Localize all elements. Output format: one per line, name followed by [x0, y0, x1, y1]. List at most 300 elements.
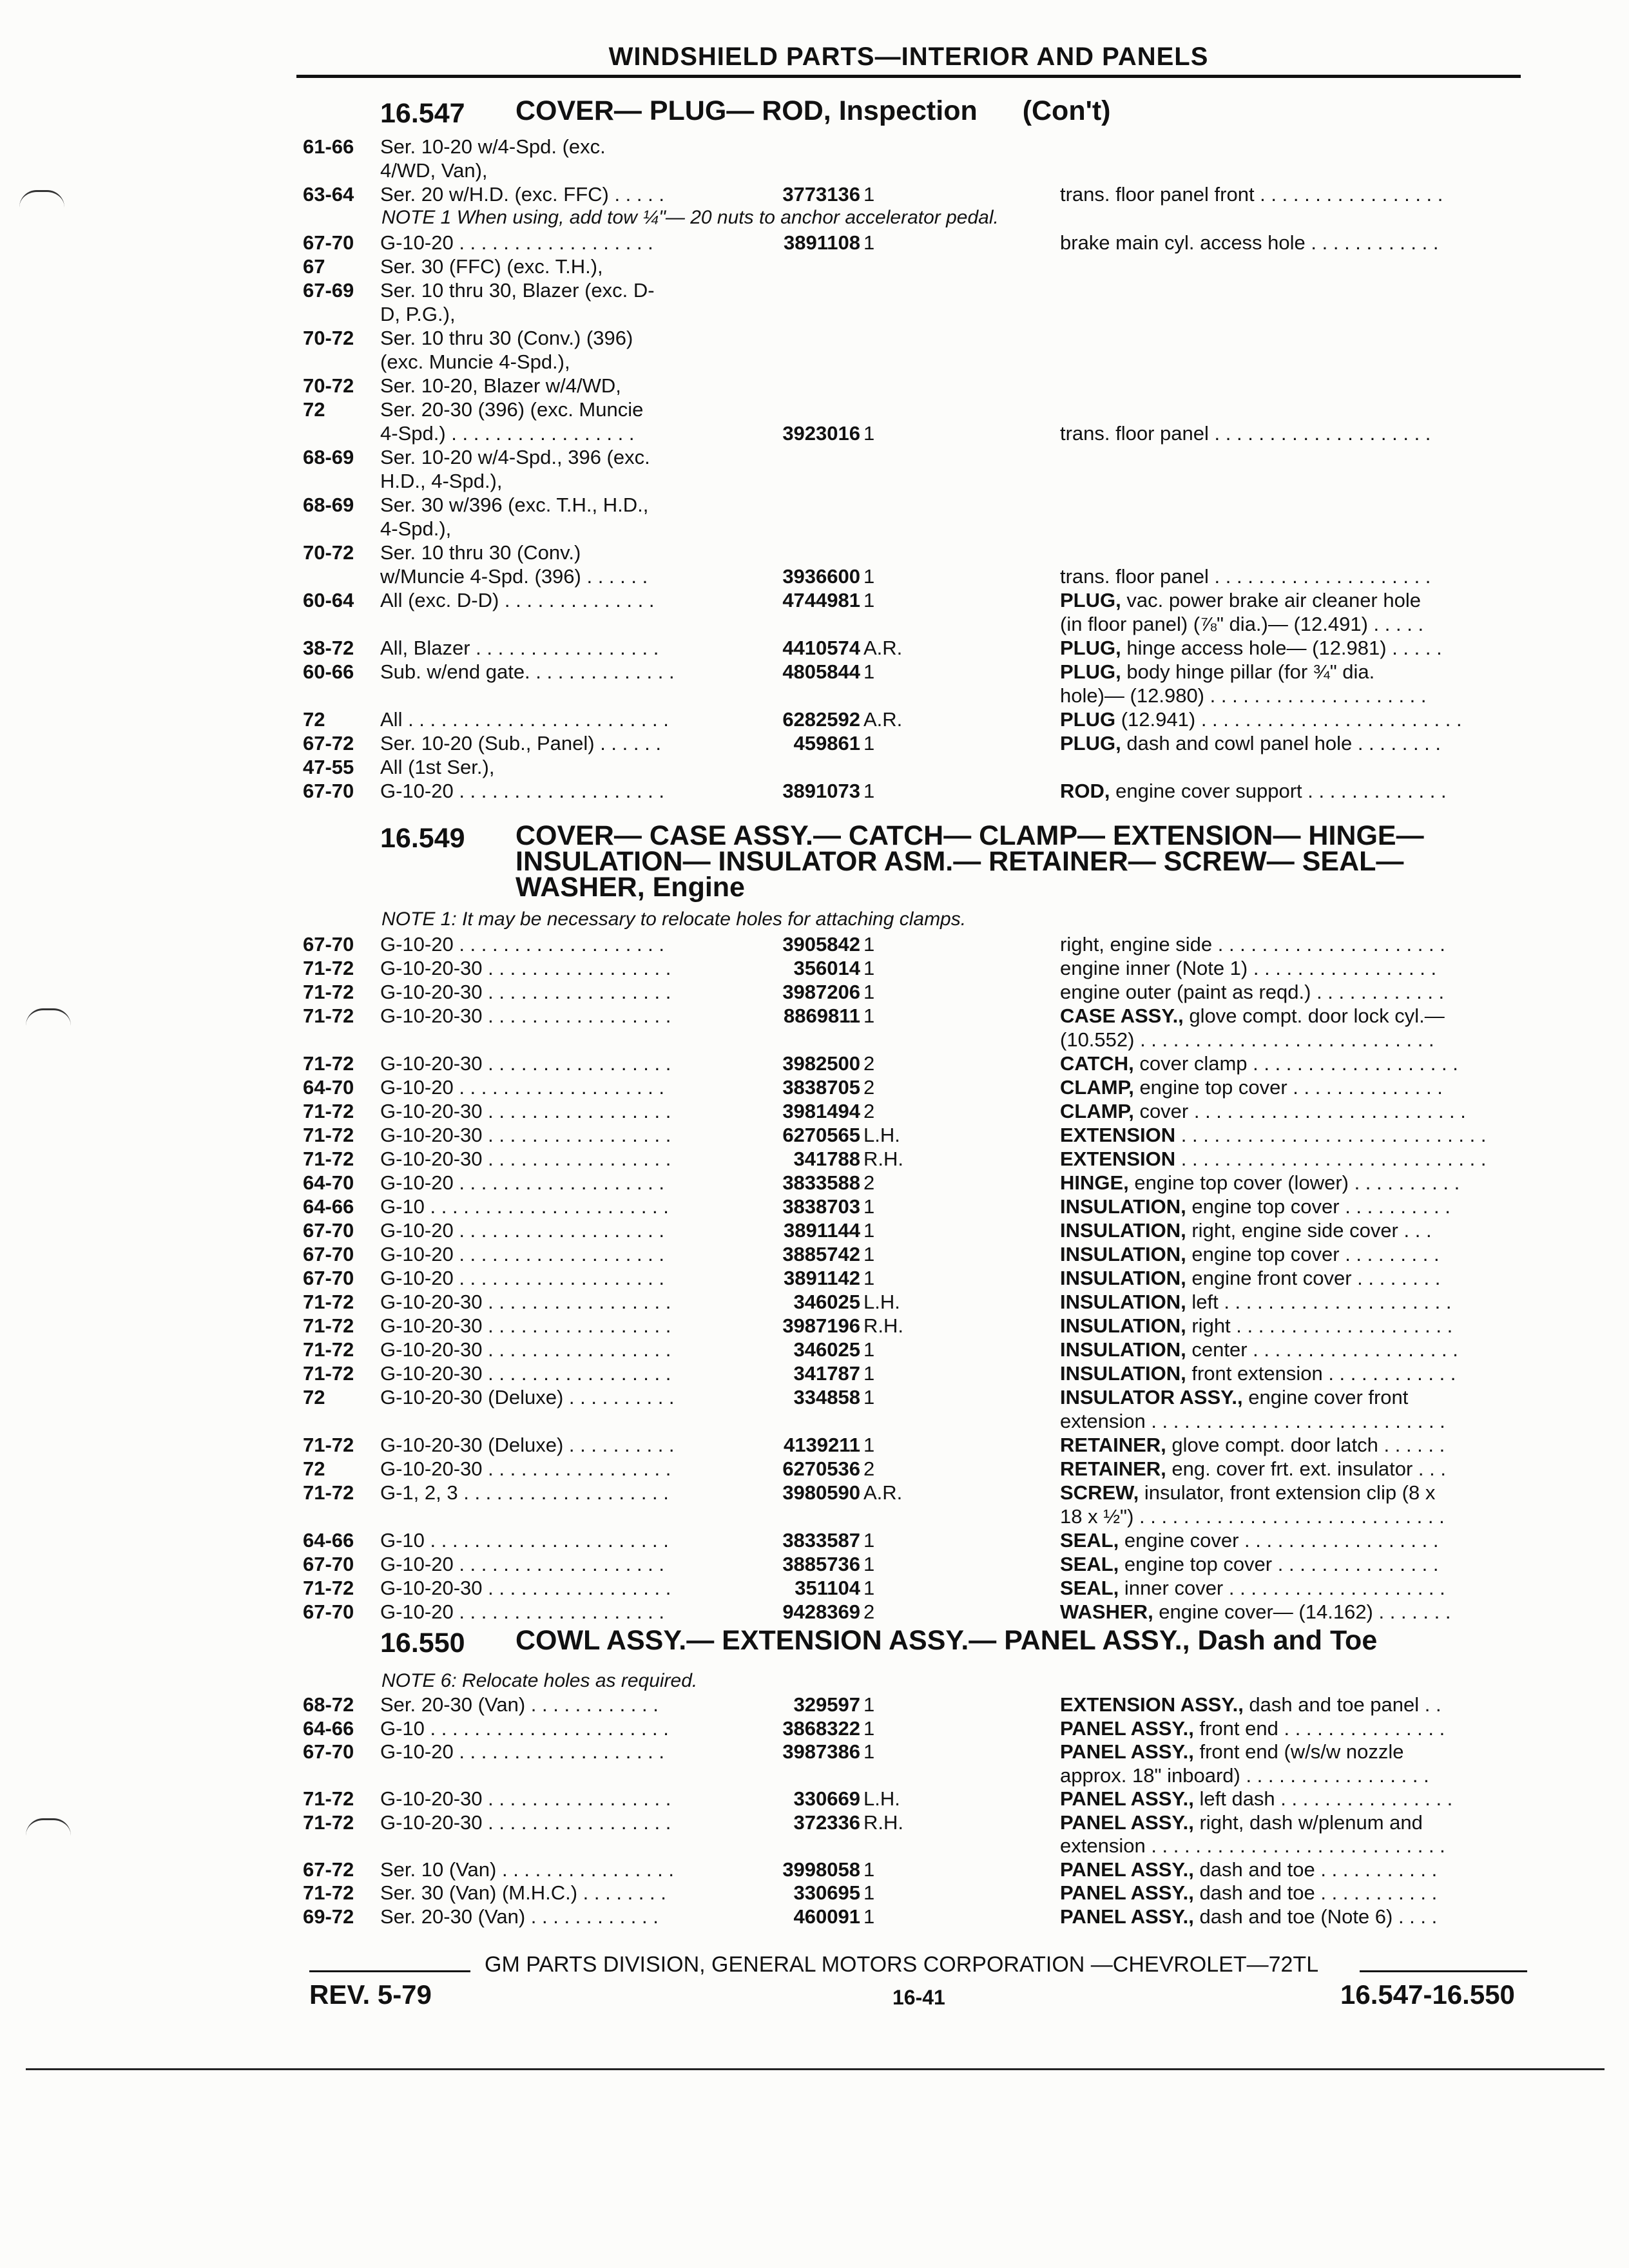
description-text: dash and toe panel . . — [1243, 1693, 1441, 1716]
parts-row — [0, 957, 1547, 980]
part-number: 4410574 — [782, 637, 860, 659]
application: All . . . . . . . . . . . . . . . . . . . . . . . . — [380, 708, 669, 731]
model-years: 64-66 — [303, 1195, 354, 1218]
model-years: 68-72 — [303, 1693, 354, 1716]
description-text: engine top cover . . . . . . . . . . . . . . . — [1119, 1553, 1439, 1575]
parts-row — [0, 541, 1547, 564]
description — [1060, 780, 1530, 803]
model-years: 64-70 — [303, 1076, 354, 1099]
description — [1060, 1481, 1530, 1504]
description-keyword: PLUG, — [1060, 637, 1121, 659]
application: (exc. Muncie 4-Spd.), — [380, 351, 570, 373]
description — [1060, 1267, 1530, 1290]
parts-row — [0, 1553, 1547, 1576]
parts-row — [0, 159, 1547, 182]
description-keyword: PANEL ASSY., — [1060, 1811, 1194, 1834]
section-title: COWL ASSY.— EXTENSION ASSY.— PANEL ASSY., Dash and Toe — [516, 1625, 1378, 1656]
parts-row — [0, 1834, 1547, 1858]
description-keyword: EXTENSION — [1060, 1148, 1176, 1170]
model-years: 61-66 — [303, 135, 354, 158]
parts-row — [0, 933, 1547, 956]
quantity: A.R. — [863, 708, 903, 731]
quantity: 1 — [863, 1740, 875, 1763]
description — [1060, 613, 1530, 636]
application: G-10-20 . . . . . . . . . . . . . . . . . . . — [380, 1243, 665, 1265]
part-number: 3891108 — [784, 231, 860, 254]
parts-row — [0, 708, 1547, 731]
parts-row — [0, 446, 1547, 469]
description — [1060, 933, 1530, 956]
description-keyword: CATCH, — [1060, 1052, 1134, 1075]
model-years: 71-72 — [303, 1100, 354, 1122]
section-note: NOTE 6: Relocate holes as required. — [381, 1670, 698, 1691]
section-note: NOTE 1 When using, add tow ¼"— 20 nuts to anchor accelerator pedal. — [381, 207, 999, 228]
description — [1060, 1195, 1530, 1218]
application: G-10 . . . . . . . . . . . . . . . . . . . . . . — [380, 1195, 669, 1218]
description — [1060, 1124, 1530, 1147]
description — [1060, 1577, 1530, 1600]
application: G-10-20-30 (Deluxe) . . . . . . . . . . — [380, 1386, 675, 1408]
description-text: hole)— (12.980) . . . . . . . . . . . . . . . . . . . . — [1060, 684, 1427, 707]
description-text: engine cover support . . . . . . . . . . . . . — [1110, 780, 1447, 802]
description-keyword: CASE ASSY., — [1060, 1004, 1184, 1027]
model-years: 67-70 — [303, 1267, 354, 1289]
part-number: 8869811 — [784, 1004, 860, 1027]
quantity: A.R. — [863, 637, 903, 659]
description — [1060, 231, 1530, 255]
model-years: 69-72 — [303, 1905, 354, 1928]
quantity: 1 — [863, 1267, 875, 1289]
description-keyword: PANEL ASSY., — [1060, 1716, 1194, 1740]
parts-row — [0, 1905, 1547, 1928]
section-title-text: COVER— PLUG— ROD, Inspection — [516, 95, 978, 126]
description-text: vac. power brake air cleaner hole — [1121, 589, 1421, 611]
description — [1060, 1148, 1530, 1171]
quantity: 1 — [863, 1386, 875, 1408]
description-text: trans. floor panel . . . . . . . . . . . . . . . . . . . . — [1060, 565, 1431, 588]
model-years: 72 — [303, 1457, 325, 1480]
description-text: inner cover . . . . . . . . . . . . . . . . . . . . — [1119, 1577, 1445, 1599]
description-keyword: INSULATION, — [1060, 1291, 1186, 1313]
part-number: 3833587 — [782, 1529, 860, 1552]
model-years: 67-70 — [303, 1600, 354, 1623]
part-number: 3885742 — [782, 1243, 860, 1265]
description-text: engine top cover . . . . . . . . . — [1186, 1243, 1440, 1265]
application: G-10-20 . . . . . . . . . . . . . . . . . . . — [380, 1076, 665, 1099]
description-keyword: PANEL ASSY., — [1060, 1881, 1194, 1904]
application: Sub. w/end gate. . . . . . . . . . . . . . — [380, 660, 675, 683]
application: w/Muncie 4-Spd. (396) . . . . . . — [380, 565, 648, 588]
parts-row — [0, 1076, 1547, 1099]
parts-row — [0, 1410, 1547, 1433]
parts-row — [0, 1171, 1547, 1195]
application: G-10-20-30 . . . . . . . . . . . . . . . . . — [380, 1052, 671, 1075]
description-keyword: SEAL, — [1060, 1529, 1119, 1552]
model-years: 67-70 — [303, 1219, 354, 1242]
quantity: 1 — [863, 589, 875, 611]
part-number: 3885736 — [782, 1553, 860, 1575]
description-keyword: INSULATION, — [1060, 1267, 1186, 1289]
parts-row — [0, 1362, 1547, 1385]
quantity: 1 — [863, 1693, 875, 1716]
model-years: 70-72 — [303, 541, 354, 564]
part-number: 3868322 — [782, 1716, 860, 1740]
parts-row — [0, 1004, 1547, 1028]
application: 4/WD, Van), — [380, 159, 488, 182]
description-keyword: CLAMP, — [1060, 1100, 1134, 1122]
model-years: 71-72 — [303, 1434, 354, 1456]
part-number: 3838703 — [782, 1195, 860, 1218]
section-note: NOTE 1: It may be necessary to relocate holes for attaching clamps. — [381, 908, 967, 930]
description-text: . . . . . . . . . . . . . . . . . . . . . . . . . . . . — [1175, 1148, 1487, 1170]
part-number: 3891144 — [784, 1219, 860, 1242]
description-text: front end (w/s/w nozzle — [1193, 1740, 1404, 1763]
application: G-10-20-30 . . . . . . . . . . . . . . . . . — [380, 1291, 671, 1313]
description-keyword: RETAINER, — [1060, 1434, 1166, 1456]
parts-row — [0, 1529, 1547, 1552]
application: 4-Spd.) . . . . . . . . . . . . . . . . . — [380, 422, 635, 445]
description — [1060, 1505, 1530, 1528]
quantity: 1 — [863, 1219, 875, 1242]
model-years: 38-72 — [303, 637, 354, 659]
bottom-rule — [26, 2068, 1605, 2070]
parts-row — [0, 1693, 1547, 1716]
quantity: A.R. — [863, 1481, 903, 1504]
description — [1060, 1858, 1530, 1881]
parts-row — [0, 517, 1547, 541]
description — [1060, 637, 1530, 660]
parts-row — [0, 327, 1547, 350]
parts-row — [0, 1100, 1547, 1123]
model-years: 67-69 — [303, 279, 354, 302]
application: Ser. 10-20 w/4-Spd. (exc. — [380, 135, 606, 158]
parts-row — [0, 660, 1547, 684]
description-keyword: PANEL ASSY., — [1060, 1787, 1194, 1810]
description-keyword: INSULATION, — [1060, 1195, 1186, 1218]
part-number: 9428369 — [782, 1600, 860, 1623]
description — [1060, 1740, 1530, 1763]
part-number: 372336 — [793, 1811, 860, 1834]
description — [1060, 1553, 1530, 1576]
application: G-10-20 . . . . . . . . . . . . . . . . . . . — [380, 1219, 665, 1242]
application: Ser. 10-20 (Sub., Panel) . . . . . . — [380, 732, 661, 754]
part-number: 3905842 — [782, 933, 860, 956]
description-text: dash and toe . . . . . . . . . . . — [1193, 1858, 1438, 1881]
description — [1060, 1529, 1530, 1552]
description — [1060, 1787, 1530, 1811]
parts-row — [0, 470, 1547, 493]
description — [1060, 1386, 1530, 1409]
section-continued-label: (Con't) — [1022, 95, 1111, 126]
quantity: 1 — [863, 981, 875, 1003]
model-years: 60-66 — [303, 660, 354, 683]
part-number: 4139211 — [784, 1434, 860, 1456]
model-years: 63-64 — [303, 183, 354, 206]
model-years: 70-72 — [303, 327, 354, 349]
parts-row — [0, 1577, 1547, 1600]
part-number: 6282592 — [782, 708, 860, 731]
model-years: 71-72 — [303, 1881, 354, 1904]
part-number: 356014 — [793, 957, 860, 979]
description — [1060, 1434, 1530, 1457]
application: G-10-20 . . . . . . . . . . . . . . . . . . . — [380, 1600, 665, 1623]
parts-row — [0, 1291, 1547, 1314]
description — [1060, 1004, 1530, 1028]
parts-row — [0, 494, 1547, 517]
description-text: front extension . . . . . . . . . . . . — [1186, 1362, 1456, 1385]
parts-row — [0, 1434, 1547, 1457]
description — [1060, 1076, 1530, 1099]
part-number: 3833588 — [782, 1171, 860, 1194]
part-number: 3923016 — [782, 422, 860, 445]
application: G-10-20 . . . . . . . . . . . . . . . . . . . — [380, 1171, 665, 1194]
application: G-10-20-30 . . . . . . . . . . . . . . . . . — [380, 1338, 671, 1361]
section-number: 16.550 — [380, 1628, 465, 1658]
quantity: 1 — [863, 1195, 875, 1218]
description-text: glove compt. door lock cyl.— — [1183, 1004, 1445, 1027]
model-years: 60-64 — [303, 589, 354, 611]
description-text: brake main cyl. access hole . . . . . . . . . . . . — [1060, 231, 1439, 254]
part-number: 341787 — [793, 1362, 860, 1385]
description — [1060, 1717, 1530, 1740]
part-number: 346025 — [793, 1291, 860, 1313]
part-number: 346025 — [793, 1338, 860, 1361]
description-keyword: INSULATION, — [1060, 1314, 1186, 1337]
application: Ser. 30 (FFC) (exc. T.H.), — [380, 255, 603, 278]
application: Ser. 20-30 (Van) . . . . . . . . . . . . — [380, 1693, 659, 1716]
description-text: center . . . . . . . . . . . . . . . . . . . — [1186, 1338, 1458, 1361]
parts-row — [0, 756, 1547, 779]
description — [1060, 684, 1530, 707]
description — [1060, 1028, 1530, 1052]
application: G-10-20-30 . . . . . . . . . . . . . . . . . — [380, 1457, 671, 1480]
part-number: 3981494 — [782, 1100, 860, 1122]
footer-division: GM PARTS DIVISION, GENERAL MOTORS CORPORATION —CHEVROLET—72TL — [485, 1952, 1319, 1977]
description-text: dash and toe (Note 6) . . . . — [1193, 1905, 1438, 1928]
model-years: 71-72 — [303, 1004, 354, 1027]
parts-row — [0, 1386, 1547, 1409]
description — [1060, 589, 1530, 612]
application: Ser. 20-30 (Van) . . . . . . . . . . . . — [380, 1905, 659, 1928]
parts-row — [0, 1764, 1547, 1787]
description-keyword: HINGE, — [1060, 1171, 1129, 1194]
description-keyword: ROD, — [1060, 780, 1110, 802]
parts-row — [0, 1787, 1547, 1811]
quantity: 1 — [863, 565, 875, 588]
description-keyword: INSULATION, — [1060, 1243, 1186, 1265]
description-keyword: INSULATION, — [1060, 1362, 1186, 1385]
quantity: L.H. — [863, 1124, 900, 1146]
application: Ser. 10 thru 30, Blazer (exc. D- — [380, 279, 655, 302]
application: Ser. 10 thru 30 (Conv.) (396) — [380, 327, 633, 349]
model-years: 67-70 — [303, 231, 354, 254]
application: G-1, 2, 3 . . . . . . . . . . . . . . . . . . . — [380, 1481, 669, 1504]
application: G-10-20-30 . . . . . . . . . . . . . . . . . — [380, 1124, 671, 1146]
application: G-10-20-30 . . . . . . . . . . . . . . . . . — [380, 1148, 671, 1170]
section-number: 16.549 — [380, 823, 465, 854]
parts-row — [0, 1052, 1547, 1075]
description — [1060, 1219, 1530, 1242]
description — [1060, 1881, 1530, 1905]
description-keyword: PLUG, — [1060, 660, 1121, 683]
section-title: COVER— CASE ASSY.— CATCH— CLAMP— EXTENSION— HINGE— INSULATION— INSULATOR ASM.— RETAINER— SCREW— SEAL— WASHER, Engine — [516, 820, 1424, 903]
description — [1060, 1052, 1530, 1075]
quantity: R.H. — [863, 1811, 903, 1834]
part-number: 3987206 — [782, 981, 860, 1003]
quantity: 1 — [863, 183, 875, 206]
application: Ser. 10-20, Blazer w/4/WD, — [380, 374, 621, 397]
model-years: 71-72 — [303, 1338, 354, 1361]
quantity: 1 — [863, 1716, 875, 1740]
description-text: . . . . . . . . . . . . . . . . . . . . . . . . . . . . — [1175, 1124, 1487, 1146]
description-keyword: PANEL ASSY., — [1060, 1905, 1194, 1928]
description — [1060, 1171, 1530, 1195]
part-number: 330695 — [793, 1881, 860, 1904]
part-number: 3838705 — [782, 1076, 860, 1099]
model-years: 71-72 — [303, 1787, 354, 1810]
quantity: 1 — [863, 1338, 875, 1361]
quantity: 1 — [863, 1577, 875, 1599]
quantity: 1 — [863, 422, 875, 445]
description — [1060, 1457, 1530, 1481]
part-number: 351104 — [795, 1577, 860, 1599]
description-text: engine front cover . . . . . . . . — [1186, 1267, 1441, 1289]
quantity: 1 — [863, 1881, 875, 1904]
description-text: hinge access hole— (12.981) . . . . . — [1121, 637, 1442, 659]
model-years: 67-72 — [303, 1858, 354, 1881]
model-years: 71-72 — [303, 1148, 354, 1170]
parts-row — [0, 1505, 1547, 1528]
description — [1060, 981, 1530, 1004]
section-number: 16.547 — [380, 98, 465, 129]
application: All (exc. D-D) . . . . . . . . . . . . . . — [380, 589, 655, 611]
description-text: engine outer (paint as reqd.) . . . . . . . . . . . . — [1060, 981, 1445, 1003]
quantity: 1 — [863, 1243, 875, 1265]
parts-row — [0, 1124, 1547, 1147]
parts-row — [0, 1811, 1547, 1834]
description-text: left . . . . . . . . . . . . . . . . . . . . . — [1186, 1291, 1452, 1313]
description — [1060, 1764, 1530, 1787]
application: G-10-20-30 . . . . . . . . . . . . . . . . . — [380, 1577, 671, 1599]
part-number: 4744981 — [782, 589, 860, 611]
description — [1060, 1811, 1530, 1834]
model-years: 71-72 — [303, 957, 354, 979]
description — [1060, 1693, 1530, 1716]
parts-row — [0, 1481, 1547, 1504]
quantity: 1 — [863, 1004, 875, 1027]
model-years: 67 — [303, 255, 325, 278]
application: G-10-20-30 . . . . . . . . . . . . . . . . . — [380, 1004, 671, 1027]
description-text: 18 x ½") . . . . . . . . . . . . . . . . . . . . . . . . . . . . — [1060, 1505, 1445, 1528]
model-years: 71-72 — [303, 1124, 354, 1146]
part-number: 460091 — [793, 1905, 860, 1928]
description — [1060, 957, 1530, 980]
description-text: engine top cover . . . . . . . . . . — [1186, 1195, 1451, 1218]
application: G-10-20 . . . . . . . . . . . . . . . . . . . — [380, 780, 665, 802]
description-keyword: EXTENSION ASSY., — [1060, 1693, 1244, 1716]
part-number: 3891142 — [784, 1267, 860, 1289]
parts-row — [0, 565, 1547, 588]
description — [1060, 565, 1530, 588]
parts-row — [0, 1600, 1547, 1624]
part-number: 329597 — [793, 1693, 860, 1716]
description-text: left dash . . . . . . . . . . . . . . . . — [1193, 1787, 1453, 1810]
description — [1060, 1291, 1530, 1314]
model-years: 71-72 — [303, 1314, 354, 1337]
quantity: 1 — [863, 231, 875, 254]
application: G-10-20 . . . . . . . . . . . . . . . . . . . — [380, 1267, 665, 1289]
quantity: 1 — [863, 1434, 875, 1456]
footer-rule-right — [1360, 1970, 1527, 1972]
application: G-10-20-30 . . . . . . . . . . . . . . . . . — [380, 1100, 671, 1122]
part-number: 334858 — [793, 1386, 860, 1408]
page-number: 16-41 — [892, 1986, 945, 2009]
description-text: engine cover front — [1242, 1386, 1409, 1408]
application: G-10-20 . . . . . . . . . . . . . . . . . . . — [380, 933, 665, 956]
quantity: 2 — [863, 1076, 875, 1099]
part-number: 3982500 — [782, 1052, 860, 1075]
model-years: 64-66 — [303, 1529, 354, 1552]
application: Ser. 20 w/H.D. (exc. FFC) . . . . . — [380, 183, 664, 206]
application: G-10 . . . . . . . . . . . . . . . . . . . . . . — [380, 1716, 669, 1740]
part-number: 4805844 — [782, 660, 860, 683]
description — [1060, 1905, 1530, 1928]
parts-row — [0, 351, 1547, 374]
description-text: (in floor panel) (⅞" dia.)— (12.491) . . . . . — [1060, 613, 1424, 635]
parts-row — [0, 1195, 1547, 1218]
description — [1060, 660, 1530, 684]
model-years: 71-72 — [303, 981, 354, 1003]
application: G-10-20-30 . . . . . . . . . . . . . . . . . — [380, 1314, 671, 1337]
description-keyword: SEAL, — [1060, 1577, 1119, 1599]
model-years: 71-72 — [303, 1481, 354, 1504]
part-number: 3987386 — [782, 1740, 860, 1763]
description-text: glove compt. door latch . . . . . . — [1166, 1434, 1445, 1456]
application: Ser. 30 (Van) (M.H.C.) . . . . . . . . — [380, 1881, 666, 1904]
description-keyword: RETAINER, — [1060, 1457, 1166, 1480]
description-text: approx. 18" inboard) . . . . . . . . . . . . . . . . . — [1060, 1763, 1429, 1787]
description-text: insulator, front extension clip (8 x — [1139, 1481, 1436, 1504]
part-number: 330669 — [793, 1787, 860, 1810]
model-years: 71-72 — [303, 1577, 354, 1599]
description — [1060, 1338, 1530, 1361]
parts-row — [0, 589, 1547, 612]
parts-row — [0, 1740, 1547, 1763]
application: G-10-20-30 (Deluxe) . . . . . . . . . . — [380, 1434, 675, 1456]
application: G-10 . . . . . . . . . . . . . . . . . . . . . . — [380, 1529, 669, 1552]
model-years: 64-70 — [303, 1171, 354, 1194]
part-number: 3987196 — [782, 1314, 860, 1337]
description — [1060, 708, 1530, 731]
model-years: 71-72 — [303, 1362, 354, 1385]
quantity: 1 — [863, 1553, 875, 1575]
part-number: 3980590 — [782, 1481, 860, 1504]
description-text: engine top cover (lower) . . . . . . . . . . — [1128, 1171, 1460, 1194]
application: G-10-20 . . . . . . . . . . . . . . . . . . . — [380, 1740, 665, 1763]
application: G-10-20-30 . . . . . . . . . . . . . . . . . — [380, 1787, 671, 1810]
quantity: 2 — [863, 1171, 875, 1194]
parts-row — [0, 732, 1547, 755]
application: Ser. 20-30 (396) (exc. Muncie — [380, 398, 644, 421]
description-text: extension . . . . . . . . . . . . . . . . . . . . . . . . . . . — [1060, 1410, 1445, 1432]
model-years: 71-72 — [303, 1811, 354, 1834]
application: Ser. 10-20 w/4-Spd., 396 (exc. — [380, 446, 650, 468]
description-keyword: PANEL ASSY., — [1060, 1858, 1194, 1881]
model-years: 72 — [303, 1386, 325, 1408]
quantity: 1 — [863, 780, 875, 802]
description — [1060, 1100, 1530, 1123]
application: G-10-20 . . . . . . . . . . . . . . . . . . . — [380, 1553, 665, 1575]
